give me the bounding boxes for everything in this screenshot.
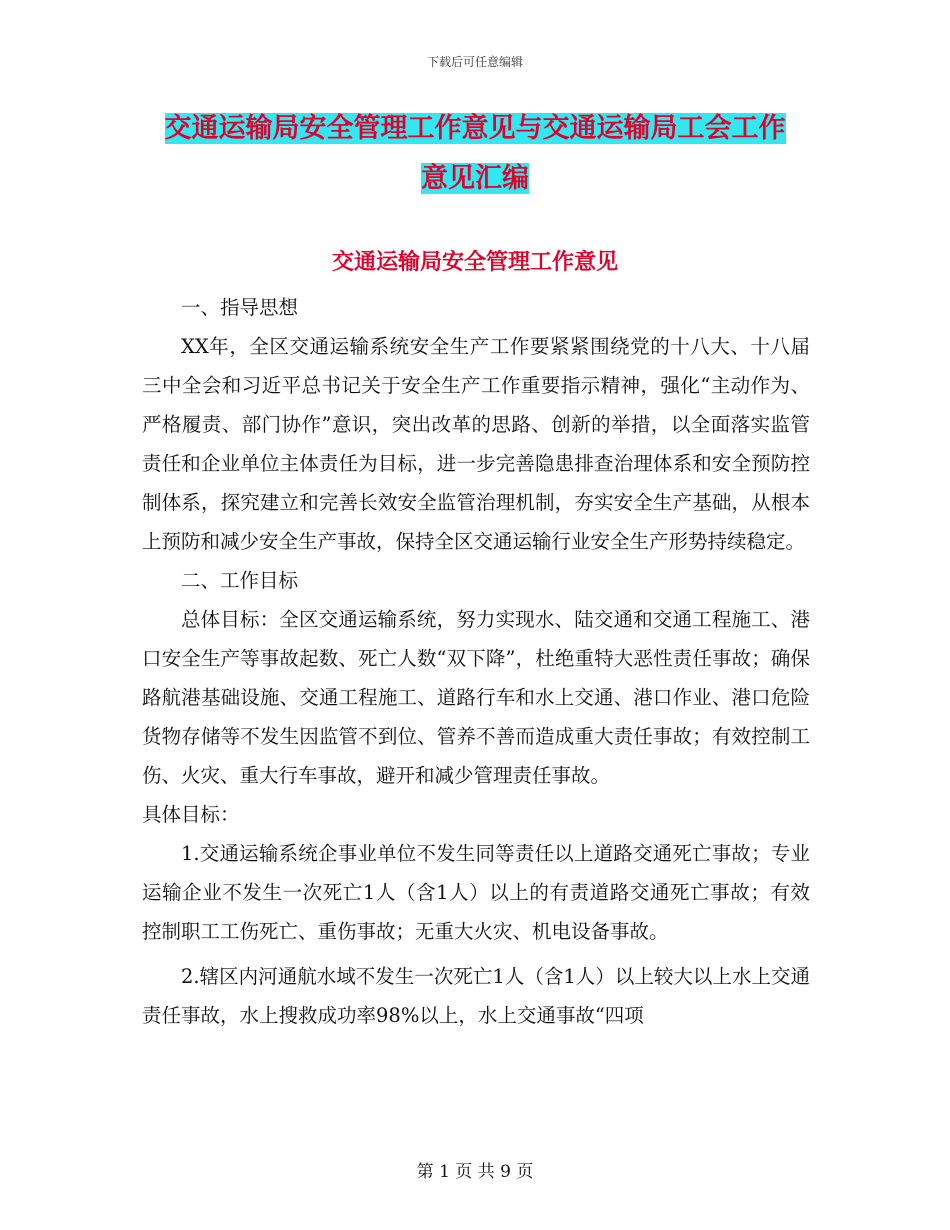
- document-title-line-1: 交通运输局安全管理工作意见与交通运输局工会工作: [164, 113, 786, 144]
- heading-specific-goals: 具体目标：: [142, 803, 240, 826]
- document-title: [140, 104, 810, 204]
- paragraph-goal-2: 2.辖区内河通航水域不发生一次死亡1人（含1人）以上较大以上水上交通责任事故，水上搜救成功率98%以上，水上交通事故“四项: [142, 965, 810, 1027]
- section-title: 交通运输局安全管理工作意见: [331, 249, 618, 275]
- heading-guiding-thought: 一、指导思想: [181, 296, 299, 319]
- document-body: [142, 288, 810, 1035]
- paragraph-overall-goal: 总体目标：全区交通运输系统，努力实现水、陆交通和交通工程施工、港口安全生产等事故起数、死亡人数“双下降”，杜绝重特大恶性责任事故；确保路航港基础设施、交通工程施工、道路行车和水上交通、港口作业、港口危险货物存储等不发生因监管不到位、管养不善而造成重大责任事故；有效控制工伤、火灾、重大行车事故，避开和减少管理责任事故。: [142, 608, 810, 787]
- page-number: 第 1 页 共 9 页: [416, 1162, 534, 1182]
- paragraph-goal-1: 1.交通运输系统企事业单位不发生同等责任以上道路交通死亡事故；专业运输企业不发生一次死亡1人（含1人）以上的有责道路交通死亡事故；有效控制职工工伤死亡、重伤事故；无重大火灾、机电设备事故。: [142, 842, 810, 943]
- heading-work-goals: 二、工作目标: [181, 569, 299, 592]
- document-title-line-2: 意见汇编: [421, 163, 529, 194]
- paragraph-guiding-thought: XX年，全区交通运输系统安全生产工作要紧紧围绕党的十八大、十八届三中全会和习近平总书记关于安全生产工作重要指示精神，强化“主动作为、严格履责、部门协作”意识，突出改革的思路、创新的举措，以全面落实监管责任和企业单位主体责任为目标，进一步完善隐患排查治理体系和安全预防控制体系，探究建立和完善长效安全监管治理机制，夯实安全生产基础，从根本上预防和减少安全生产事故，保持全区交通运输行业安全生产形势持续稳定。: [142, 335, 810, 553]
- header-note: 下载后可任意编辑: [426, 55, 523, 69]
